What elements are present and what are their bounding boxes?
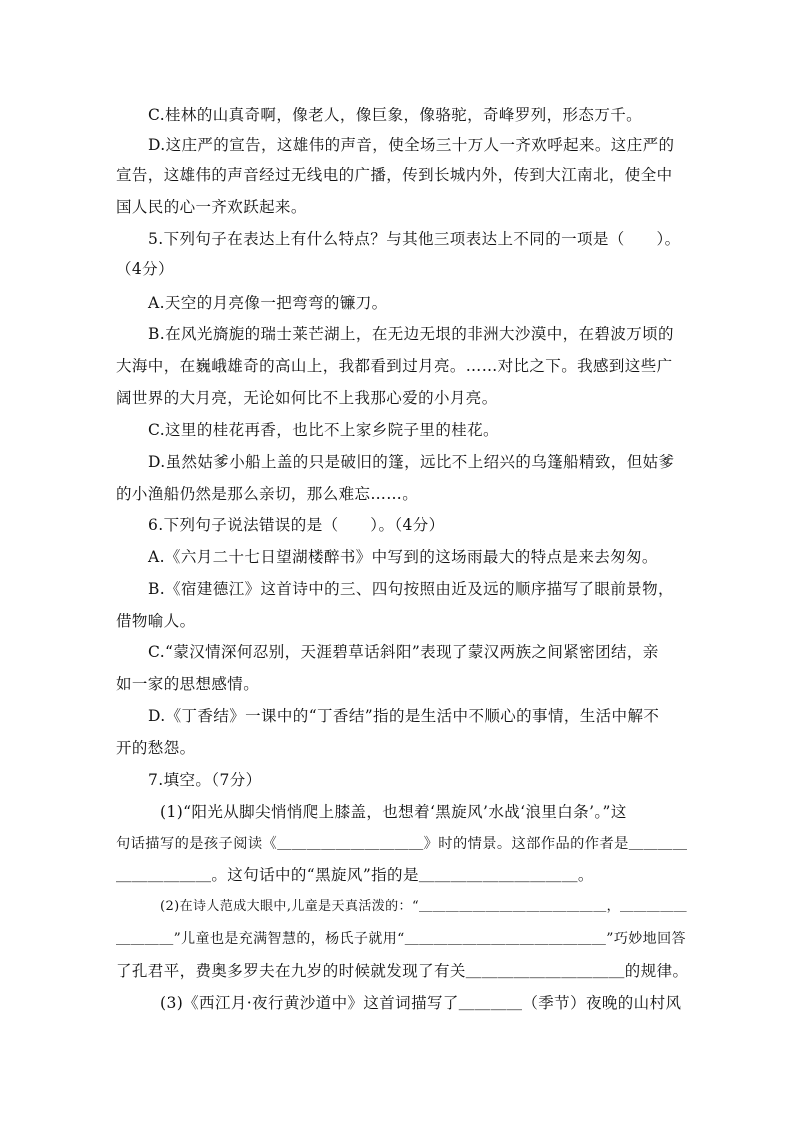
- option-d-line-2: 宣告，这雄伟的声音经过无线电的广播，传到长城内外，传到大江南北，使全中: [116, 166, 673, 184]
- q6-option-b-line-2: 借物喻人。: [116, 612, 196, 630]
- q6-option-c-line-1: C.“蒙汉情深何忍别，天涯碧草话斜阳”表现了蒙汉两族之间紧密团结，亲: [148, 643, 659, 661]
- q5-option-c: C.这里的桂花再香，也比不上家乡院子里的桂花。: [148, 421, 499, 439]
- q5-option-d-line-1: D.虽然姑爹小船上盖的只是破旧的篷，远比不上绍兴的乌篷船精致，但姑爹: [148, 453, 675, 471]
- q7-part-1-line-1: (1)“阳光从脚尖悄悄爬上膝盖，也想着‘黑旋风’水战‘浪里白条’。”这: [160, 803, 627, 821]
- option-d-line-1: D.这庄严的宣告，这雄伟的声音，使全场三十万人一齐欢呼起来。这庄严的: [148, 136, 675, 154]
- question-5-title: 5.下列句子在表达上有什么特点？与其他三项表达上不同的一项是（ ）。: [148, 230, 681, 248]
- q7-part-1-line-3: ＿＿＿＿＿＿。这句话中的“黑旋风”指的是＿＿＿＿＿＿＿＿＿＿。: [116, 866, 594, 884]
- q5-option-b-line-1: B.在风光旖旎的瑞士莱芒湖上，在无边无垠的非洲大沙漠中，在碧波万顷的: [148, 325, 674, 343]
- q6-option-a: A.《六月二十七日望湖楼醉书》中写到的这场雨最大的特点是来去匆匆。: [148, 548, 658, 566]
- q6-option-c-line-2: 如一家的思想感情。: [116, 675, 260, 693]
- q6-option-b-line-1: B.《宿建德江》这首诗中的三、四句按照由近及远的顺序描写了眼前景物，: [148, 580, 674, 598]
- option-d-line-3: 国人民的心一齐欢跃起来。: [116, 198, 307, 216]
- q7-part-2-line-1: (2)在诗人范成大眼中,儿童是天真活泼的：“＿＿＿＿＿＿＿＿＿＿＿＿＿＿，＿＿＿＿＿: [160, 899, 687, 914]
- q7-part-2-line-3: 了孔君平，费奥多罗夫在九岁的时候就发现了有关＿＿＿＿＿＿＿＿＿＿的规律。: [116, 962, 689, 980]
- question-6-title: 6.下列句子说法错误的是（ ）。（4分）: [148, 516, 445, 534]
- q6-option-d-line-2: 开的愁怨。: [116, 739, 196, 757]
- question-5-score: （4分）: [116, 260, 174, 278]
- q5-option-b-line-2: 大海中，在巍峨雄奇的高山上，我都看到过月亮。……对比之下。我感到这些广: [116, 357, 673, 375]
- question-7-title: 7.填空。（7分）: [148, 771, 262, 789]
- q7-part-2-line-2: ＿＿＿＿”儿童也是充满智慧的，杨氏子就用“＿＿＿＿＿＿＿＿＿＿＿＿＿＿”巧妙地回答: [116, 931, 686, 947]
- q7-part-3-line-1: (3)《西江月·夜行黄沙道中》这首词描写了＿＿＿＿（季节）夜晚的山村风: [160, 994, 682, 1012]
- q5-option-b-line-3: 阔世界的大月亮，无论如何比不上我那心爱的小月亮。: [116, 389, 498, 407]
- q5-option-a: A.天空的月亮像一把弯弯的镰刀。: [148, 294, 388, 312]
- q7-part-1-line-2: 句话描写的是孩子阅读《＿＿＿＿＿＿＿＿＿＿》时的情景。这部作品的作者是＿＿＿＿: [116, 836, 688, 852]
- q6-option-d-line-1: D.《丁香结》一课中的“丁香结”指的是生活中不顺心的事情，生活中解不: [148, 707, 660, 725]
- q5-option-d-line-2: 的小渔船仍然是那么亲切，那么难忘……。: [116, 485, 419, 503]
- option-5c-prev: C.桂林的山真奇啊，像老人，像巨象，像骆驼，奇峰罗列，形态万千。: [148, 106, 643, 124]
